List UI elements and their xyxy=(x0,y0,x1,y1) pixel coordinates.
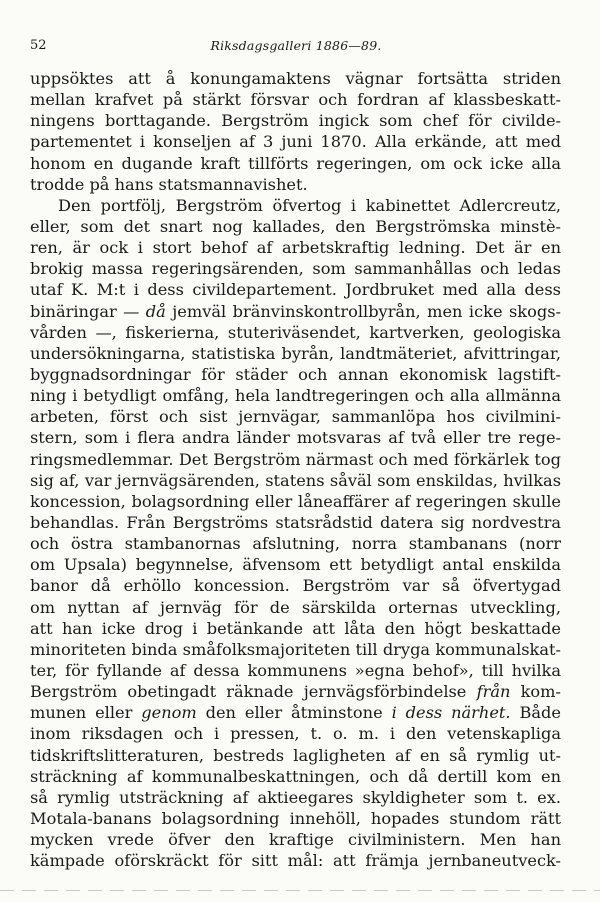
text-run: ren, är ock i stort behof af arbetskraftig ledning. Det är en xyxy=(30,238,561,258)
text-line xyxy=(30,153,561,174)
italic-word: genom xyxy=(141,703,197,723)
text-run: vården —, fiskerierna, stuteriväsendet, kartverken, geologiska xyxy=(30,322,561,342)
text-run: stern, som i flera andra länder motsvaras af två eller tre rege- xyxy=(30,428,561,448)
text-line xyxy=(30,216,561,237)
body-text xyxy=(30,68,561,871)
text-run: uppsöktes att å konungamaktens vägnar fortsätta striden xyxy=(30,69,561,88)
text-run: sträckning af kommunalbeskattningen, och då dertill kom en xyxy=(30,766,561,786)
text-line xyxy=(30,681,561,702)
running-title: Riksdagsgalleri 1886—89. xyxy=(210,38,382,53)
text-line xyxy=(30,575,561,596)
text-run: att han icke drog i betänkande att låta den högt beskattade xyxy=(30,618,561,638)
text-line xyxy=(30,301,561,322)
text-line xyxy=(30,258,561,279)
text-line xyxy=(30,723,561,744)
text-line xyxy=(30,491,561,512)
italic-word: från xyxy=(476,682,511,702)
text-run: den eller åtminstone xyxy=(205,703,383,723)
text-run: tidskriftslitteraturen, bestreds lagligheten af en så rymlig ut- xyxy=(30,745,561,765)
text-run: byggnadsordningar för städer och annan ekonomisk lagstift- xyxy=(30,364,561,384)
text-line xyxy=(30,639,561,660)
text-run: Motala-banans bolagsordning innehöll, hopades stundom rätt xyxy=(30,808,561,828)
text-run: ringsmedlemmar. Det Bergström närmast och med förkärlek tog xyxy=(30,449,561,469)
text-run: om nyttan af jernväg för de särskilda orternas utveckling, xyxy=(30,597,561,617)
text-line xyxy=(30,512,561,533)
text-run: kom- xyxy=(520,682,561,702)
text-run: munen eller xyxy=(30,703,133,723)
text-run: jemväl bränvinskontrollbyrån, men icke skogs- xyxy=(172,301,561,321)
text-run: undersökningarna, statistiska byrån, landtmäteriet, afvittringar, xyxy=(30,343,561,363)
text-run: ningens borttagande. Bergström ingick som chef för civilde- xyxy=(30,111,561,131)
text-run: behandlas. Från Bergströms statsrådstid datera sig nordvestra xyxy=(30,512,561,532)
text-line xyxy=(30,449,561,470)
text-run: trodde på hans statsmannavishet. xyxy=(30,174,308,194)
text-line xyxy=(30,427,561,448)
text-run: Den portfölj, Bergström öfvertog i kabinettet Adlercreutz, xyxy=(58,195,561,215)
text-line xyxy=(30,237,561,258)
italic-word: då xyxy=(145,301,166,321)
text-run: ning i betydligt omfång, hela landtregeringen och alla allmänna xyxy=(30,386,561,406)
text-line xyxy=(30,702,561,723)
text-line xyxy=(30,174,561,195)
text-line xyxy=(30,406,561,427)
text-run: eller, som det snart nog kallades, den Bergströmska minstè- xyxy=(30,216,561,236)
italic-word: i dess närhet. xyxy=(391,703,511,723)
text-line xyxy=(30,131,561,152)
text-run: banor då erhöllo koncession. Bergström var så öfvertygad xyxy=(30,576,561,596)
text-run: utaf K. M:t i dess civildepartement. Jordbruket med alla dess xyxy=(30,280,561,300)
text-run: binäringar — xyxy=(30,301,140,321)
page-header xyxy=(30,38,562,58)
text-run: Både xyxy=(519,703,561,723)
text-line xyxy=(30,195,561,216)
text-run: mycken vrede öfver den kraftige civilministern. Men han xyxy=(30,830,561,850)
text-run: så rymlig utsträckning af aktieegares skyldigheter som t. ex. xyxy=(30,787,561,807)
text-run: om Upsala) begynnelse, äfvensom ett betydligt antal enskilda xyxy=(30,555,561,575)
text-line xyxy=(30,68,561,89)
text-run: koncession, bolagsordning eller låneaffärer af regeringen skulle xyxy=(30,491,561,511)
text-run: brokig massa regeringsärenden, som sammanhållas och ledas xyxy=(30,259,561,279)
text-run: Bergström obetingadt räknade jernvägsförbindelse xyxy=(30,682,467,702)
text-run: ter, för fyllande af dessa kommunens »egna behof», till hvilka xyxy=(30,660,561,680)
text-line xyxy=(30,322,561,343)
text-run: sig af, var jernvägsärenden, statens såväl som enskildas, hvilkas xyxy=(30,470,561,490)
text-line xyxy=(30,660,561,681)
text-run: mellan krafvet på stärkt försvar och fordran af klassbeskatt- xyxy=(30,90,561,110)
text-line xyxy=(30,110,561,131)
text-run: inom riksdagen och i pressen, t. o. m. i den vetenskapliga xyxy=(30,724,561,744)
text-line xyxy=(30,385,561,406)
text-line xyxy=(30,745,561,766)
text-line xyxy=(30,533,561,554)
text-line xyxy=(30,850,561,871)
text-line xyxy=(30,829,561,850)
text-line xyxy=(30,279,561,300)
text-line xyxy=(30,597,561,618)
text-line xyxy=(30,766,561,787)
text-run: minoriteten binda småfolksmajoriteten till dryga kommunalskat- xyxy=(30,639,561,659)
text-line xyxy=(30,787,561,808)
text-line xyxy=(30,343,561,364)
text-line xyxy=(30,618,561,639)
text-run: arbeten, först och sist jernvägar, sammanlöpa hos civilmini- xyxy=(30,407,561,427)
text-line xyxy=(30,808,561,829)
text-run: och östra stambanornas afslutning, norra stambanans (norr xyxy=(30,534,561,554)
text-run: honom en dugande kraft tillförts regeringen, om ock icke alla xyxy=(30,153,561,173)
text-run: partementet i konseljen af 3 juni 1870. Alla erkände, att med xyxy=(30,132,561,152)
text-run: kämpade oförskräckt för sitt mål: att främja jernbaneutveck- xyxy=(30,851,561,871)
text-line xyxy=(30,364,561,385)
page-number: 52 xyxy=(30,38,47,53)
text-line xyxy=(30,470,561,491)
page-bottom-edge xyxy=(0,890,600,891)
text-line xyxy=(30,89,561,110)
text-line xyxy=(30,554,561,575)
